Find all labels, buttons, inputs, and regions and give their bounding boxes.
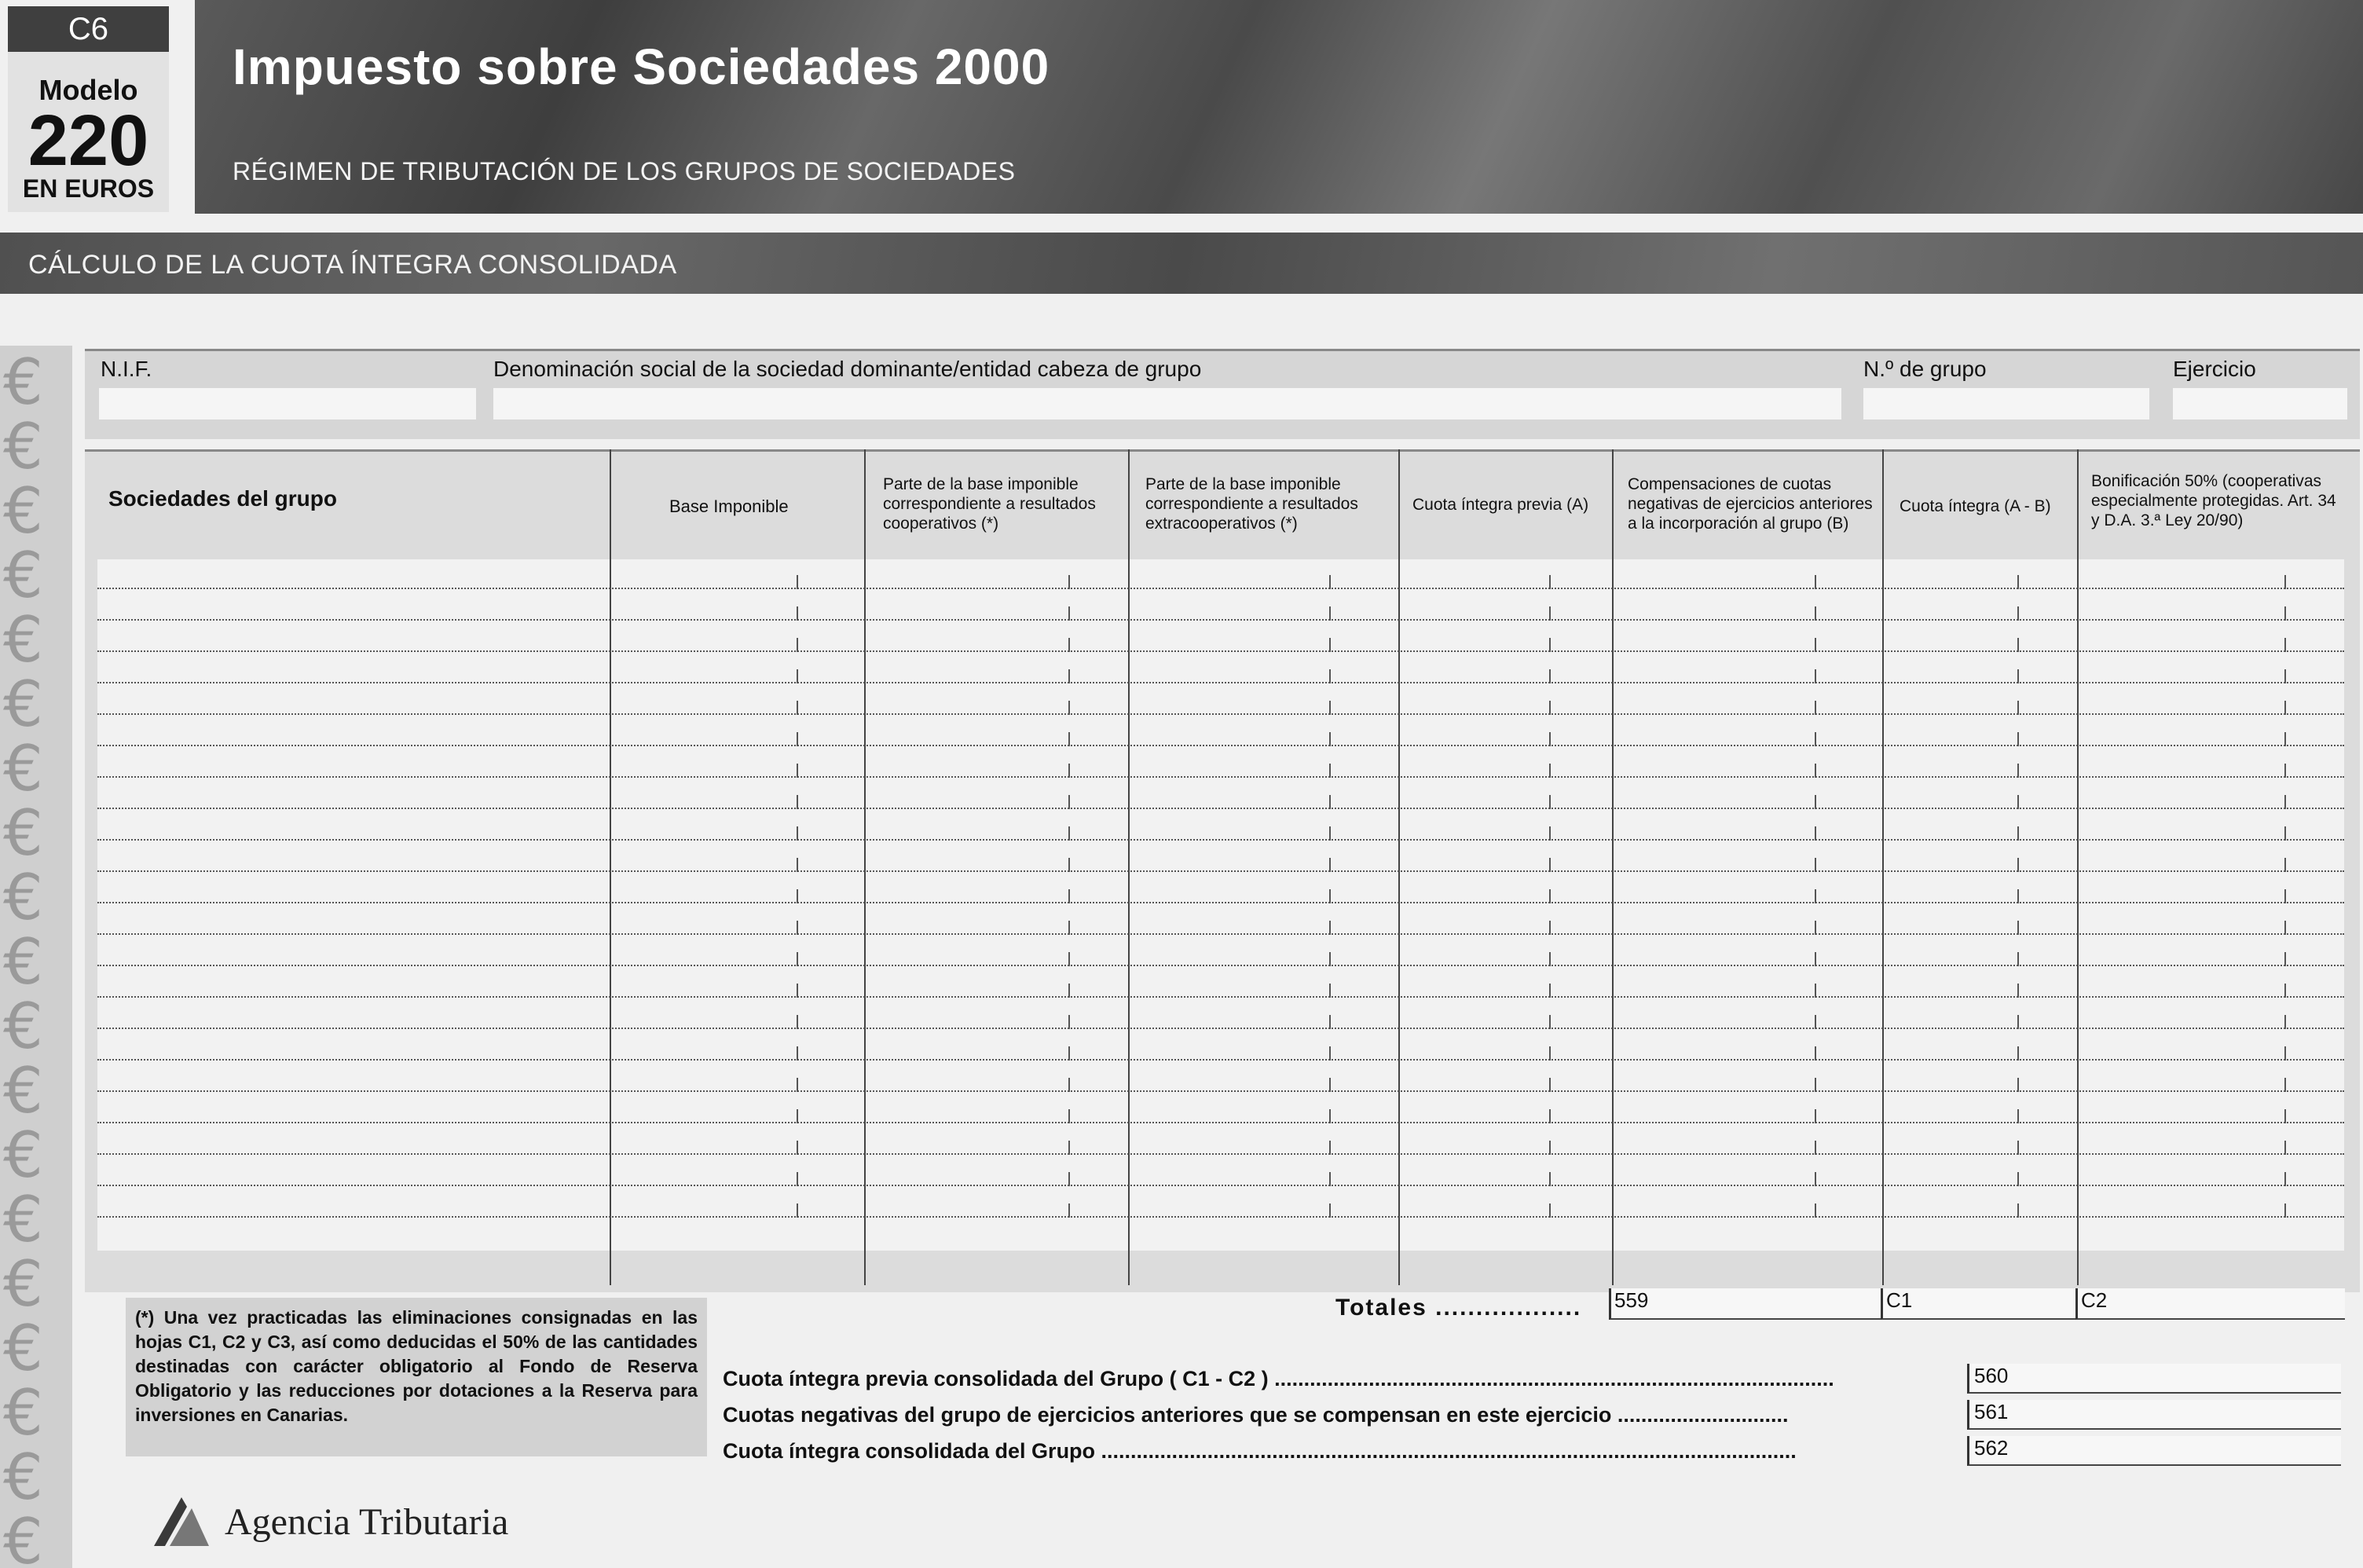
decimal-tick [1068, 952, 1070, 966]
field-562[interactable] [1967, 1436, 2341, 1466]
decimal-tick [2284, 1109, 2286, 1123]
decimal-tick [1329, 1078, 1331, 1092]
decimal-tick [2017, 984, 2019, 998]
euro-icon: € [3, 474, 43, 548]
euro-icon: € [3, 1312, 43, 1385]
euro-icon: € [3, 346, 43, 419]
decimal-tick [1329, 795, 1331, 809]
decimal-tick [797, 1172, 798, 1186]
decimal-tick [1815, 858, 1816, 872]
decimal-tick [1815, 889, 1816, 903]
table-row[interactable] [97, 870, 2344, 872]
euro-icon: € [3, 603, 43, 676]
euro-icon: € [3, 1505, 43, 1568]
table-row[interactable] [97, 933, 2344, 935]
table-row[interactable] [97, 1216, 2344, 1218]
decimal-tick [1329, 1203, 1331, 1218]
code-559: 559 [1614, 1288, 1649, 1312]
decimal-tick [1068, 826, 1070, 841]
year-field[interactable] [2173, 388, 2347, 419]
decimal-tick [2284, 921, 2286, 935]
decimal-tick [2017, 889, 2019, 903]
decimal-tick [1329, 858, 1331, 872]
decimal-tick [1549, 1141, 1551, 1155]
decimal-tick [1815, 1015, 1816, 1029]
euro-icon: € [3, 410, 43, 483]
decimal-tick [2017, 952, 2019, 966]
decimal-tick [797, 921, 798, 935]
decimal-tick [2017, 1141, 2019, 1155]
decimal-tick [1329, 669, 1331, 683]
decimal-tick [1815, 1046, 1816, 1061]
decimal-tick [1549, 984, 1551, 998]
decimal-tick [1815, 575, 1816, 589]
sheet-badge: C6 [8, 6, 169, 52]
decimal-tick [1329, 1046, 1331, 1061]
decimal-tick [1068, 1172, 1070, 1186]
decimal-tick [1068, 1203, 1070, 1218]
col-header-companies: Sociedades del grupo [108, 486, 337, 511]
decimal-tick [1815, 952, 1816, 966]
company-name-label: Denominación social de la sociedad dominante/entidad cabeza de grupo [493, 357, 1202, 381]
decimal-tick [2017, 921, 2019, 935]
decimal-tick [797, 1078, 798, 1092]
decimal-tick [1549, 795, 1551, 809]
field-560[interactable] [1967, 1364, 2341, 1394]
decimal-tick [1815, 669, 1816, 683]
total-c1-field[interactable] [1881, 1288, 2078, 1320]
table-row[interactable] [97, 808, 2344, 809]
decimal-tick [1815, 795, 1816, 809]
modelo-number: 220 [27, 101, 149, 181]
decimal-tick [2284, 952, 2286, 966]
decimal-tick [1815, 606, 1816, 621]
decimal-tick [1815, 1172, 1816, 1186]
decimal-tick [1329, 1141, 1331, 1155]
euro-strip [0, 346, 72, 1568]
decimal-tick [2017, 858, 2019, 872]
decimal-tick [1068, 1109, 1070, 1123]
decimal-tick [2284, 1172, 2286, 1186]
decimal-tick [2284, 638, 2286, 652]
column-divider [2077, 449, 2079, 1285]
decimal-tick [2017, 764, 2019, 778]
code-c1: C1 [1886, 1288, 1913, 1312]
decimal-tick [2017, 1015, 2019, 1029]
decimal-tick [1815, 701, 1816, 715]
decimal-tick [2284, 795, 2286, 809]
decimal-tick [1549, 732, 1551, 746]
decimal-tick [1549, 638, 1551, 652]
column-divider [1612, 449, 1614, 1285]
decimal-tick [1815, 826, 1816, 841]
decimal-tick [1068, 1015, 1070, 1029]
decimal-tick [2017, 826, 2019, 841]
column-divider [864, 449, 866, 1285]
decimal-tick [1549, 1172, 1551, 1186]
decimal-tick [1815, 1109, 1816, 1123]
decimal-tick [797, 669, 798, 683]
total-c2-field[interactable] [2075, 1288, 2345, 1320]
decimal-tick [1068, 669, 1070, 683]
totals-label: Totales .................. [1335, 1295, 1582, 1321]
table-row[interactable] [97, 839, 2344, 841]
decimal-tick [1329, 921, 1331, 935]
decimal-tick [2017, 701, 2019, 715]
euro-icon: € [3, 1376, 43, 1449]
decimal-tick [1815, 1141, 1816, 1155]
decimal-tick [2017, 732, 2019, 746]
table-row[interactable] [97, 1153, 2344, 1155]
table-row[interactable] [97, 619, 2344, 621]
decimal-tick [797, 858, 798, 872]
decimal-tick [1549, 889, 1551, 903]
modelo-label: Modelo [38, 74, 138, 106]
summary-label-561: Cuotas negativas del grupo de ejercicios anteriores que se compensan en este ejercicio ............................. [723, 1403, 1789, 1427]
euro-icon: € [3, 1119, 43, 1192]
euro-icon: € [3, 925, 43, 998]
decimal-tick [2017, 638, 2019, 652]
code-560: 560 [1974, 1364, 2009, 1387]
decimal-tick [2017, 1078, 2019, 1092]
decimal-tick [2284, 575, 2286, 589]
decimal-tick [797, 1203, 798, 1218]
decimal-tick [797, 795, 798, 809]
euro-icon: € [3, 990, 43, 1063]
decimal-tick [2017, 575, 2019, 589]
euro-icon: € [3, 539, 43, 612]
decimal-tick [1068, 764, 1070, 778]
decimal-tick [2284, 1141, 2286, 1155]
decimal-tick [797, 1141, 798, 1155]
nif-field[interactable] [99, 388, 476, 419]
euro-icon: € [3, 732, 43, 805]
table-row[interactable] [97, 1185, 2344, 1186]
col-header-coop: Parte de la base imponible correspondiente a resultados cooperativos (*) [883, 475, 1096, 533]
table-row[interactable] [97, 1090, 2344, 1092]
decimal-tick [2284, 669, 2286, 683]
col-header-bonificacion: Bonificación 50% (cooperativas especialmente protegidas. Art. 34 y D.A. 3.ª Ley 20/90) [2091, 472, 2336, 529]
euro-icon: € [3, 1247, 43, 1321]
decimal-tick [2284, 764, 2286, 778]
col-header-base: Base Imponible [669, 496, 789, 516]
table-row[interactable] [97, 1122, 2344, 1123]
table-row[interactable] [97, 965, 2344, 966]
total-559-field[interactable] [1609, 1288, 1881, 1320]
decimal-tick [2017, 1203, 2019, 1218]
decimal-tick [1815, 732, 1816, 746]
year-label: Ejercicio [2173, 357, 2256, 381]
decimal-tick [1329, 606, 1331, 621]
decimal-tick [2284, 858, 2286, 872]
decimal-tick [1815, 1078, 1816, 1092]
decimal-tick [2017, 1172, 2019, 1186]
decimal-tick [1068, 889, 1070, 903]
column-divider [1398, 449, 1400, 1285]
euro-icon: € [3, 1054, 43, 1127]
currency-label: EN EUROS [22, 174, 155, 203]
table-row[interactable] [97, 713, 2344, 715]
decimal-tick [1329, 701, 1331, 715]
decimal-tick [1068, 638, 1070, 652]
decimal-tick [1329, 764, 1331, 778]
decimal-tick [1549, 858, 1551, 872]
decimal-tick [797, 1109, 798, 1123]
table-row[interactable] [97, 996, 2344, 998]
decimal-tick [1815, 984, 1816, 998]
decimal-tick [1068, 575, 1070, 589]
code-561: 561 [1974, 1400, 2009, 1423]
decimal-tick [2284, 606, 2286, 621]
code-562: 562 [1974, 1436, 2009, 1460]
form-subtitle: RÉGIMEN DE TRIBUTACIÓN DE LOS GRUPOS DE SOCIEDADES [233, 157, 1016, 185]
decimal-tick [1329, 1015, 1331, 1029]
decimal-tick [1329, 732, 1331, 746]
decimal-tick [2017, 669, 2019, 683]
table-row[interactable] [97, 1028, 2344, 1029]
col-header-cuota-previa: Cuota íntegra previa (A) [1412, 496, 1589, 514]
decimal-tick [1329, 984, 1331, 998]
decimal-tick [797, 1015, 798, 1029]
decimal-tick [1549, 575, 1551, 589]
decimal-tick [2017, 1109, 2019, 1123]
decimal-tick [797, 826, 798, 841]
euro-icon: € [3, 668, 43, 741]
summary-label-562: Cuota íntegra consolidada del Grupo ...................................................................................................................... [723, 1439, 1797, 1463]
group-number-field[interactable] [1863, 388, 2149, 419]
decimal-tick [2284, 889, 2286, 903]
table-row[interactable] [97, 1059, 2344, 1061]
table-rows-area [97, 559, 2344, 1251]
decimal-tick [797, 732, 798, 746]
table-row[interactable] [97, 682, 2344, 683]
summary-label-560: Cuota íntegra previa consolidada del Grupo ( C1 - C2 ) ............................................................................................... [723, 1367, 1834, 1390]
decimal-tick [2284, 984, 2286, 998]
decimal-tick [1549, 606, 1551, 621]
decimal-tick [1815, 764, 1816, 778]
decimal-tick [1329, 638, 1331, 652]
decimal-tick [1068, 606, 1070, 621]
decimal-tick [797, 764, 798, 778]
decimal-tick [797, 984, 798, 998]
decimal-tick [2284, 1015, 2286, 1029]
decimal-tick [797, 638, 798, 652]
decimal-tick [797, 575, 798, 589]
decimal-tick [1068, 984, 1070, 998]
decimal-tick [2284, 732, 2286, 746]
euro-icon: € [3, 861, 43, 934]
decimal-tick [1068, 921, 1070, 935]
table-row[interactable] [97, 745, 2344, 746]
decimal-tick [2284, 826, 2286, 841]
decimal-tick [1549, 669, 1551, 683]
table-row[interactable] [97, 776, 2344, 778]
table-row[interactable] [97, 588, 2344, 589]
section-title: CÁLCULO DE LA CUOTA ÍNTEGRA CONSOLIDADA [28, 250, 677, 280]
nif-label: N.I.F. [101, 357, 152, 381]
decimal-tick [1329, 1172, 1331, 1186]
form-title: Impuesto sobre Sociedades 2000 [233, 38, 1050, 95]
table-row[interactable] [97, 650, 2344, 652]
decimal-tick [1068, 1046, 1070, 1061]
decimal-tick [1068, 701, 1070, 715]
decimal-tick [797, 606, 798, 621]
euro-icon: € [3, 1183, 43, 1256]
decimal-tick [797, 952, 798, 966]
decimal-tick [2284, 701, 2286, 715]
decimal-tick [1329, 952, 1331, 966]
decimal-tick [1329, 1109, 1331, 1123]
decimal-tick [797, 889, 798, 903]
decimal-tick [797, 1046, 798, 1061]
decimal-tick [1549, 921, 1551, 935]
decimal-tick [2284, 1046, 2286, 1061]
group-number-label: N.º de grupo [1863, 357, 1987, 381]
decimal-tick [797, 701, 798, 715]
decimal-tick [1549, 826, 1551, 841]
column-divider [1128, 449, 1130, 1285]
decimal-tick [1549, 1015, 1551, 1029]
decimal-tick [1329, 889, 1331, 903]
decimal-tick [2284, 1203, 2286, 1218]
decimal-tick [1815, 1203, 1816, 1218]
decimal-tick [2284, 1078, 2286, 1092]
code-c2: C2 [2081, 1288, 2108, 1312]
decimal-tick [1549, 1203, 1551, 1218]
decimal-tick [1068, 858, 1070, 872]
decimal-tick [2017, 1046, 2019, 1061]
euro-icon: € [3, 797, 43, 870]
column-divider [1882, 449, 1884, 1285]
decimal-tick [1068, 1141, 1070, 1155]
table-row[interactable] [97, 902, 2344, 903]
decimal-tick [1549, 952, 1551, 966]
company-name-field[interactable] [493, 388, 1841, 419]
decimal-tick [1549, 701, 1551, 715]
decimal-tick [1549, 1078, 1551, 1092]
agency-logo-icon [146, 1491, 217, 1554]
agency-name: Agencia Tributaria [225, 1501, 509, 1543]
decimal-tick [1549, 764, 1551, 778]
decimal-tick [1068, 795, 1070, 809]
footnote: (*) Una vez practicadas las eliminaciones consignadas en las hojas C1, C2 y C3, así como deducidas el 50% de las cantidades destinadas con carácter obligatorio al Fondo de Reserva Obligatorio y las reducciones por dotaciones a la Reserva para inversiones en Canarias. [126, 1298, 707, 1456]
decimal-tick [1329, 826, 1331, 841]
decimal-tick [2017, 795, 2019, 809]
col-header-extracoop: Parte de la base imponible correspondiente a resultados extracooperativos (*) [1145, 475, 1358, 533]
column-divider [610, 449, 611, 1285]
field-561[interactable] [1967, 1400, 2341, 1430]
col-header-cuota-integra: Cuota íntegra (A - B) [1900, 497, 2051, 515]
decimal-tick [1549, 1046, 1551, 1061]
col-header-compensaciones: Compensaciones de cuotas negativas de ejercicios anteriores a la incorporación al grupo (B) [1628, 475, 1873, 533]
decimal-tick [1815, 638, 1816, 652]
decimal-tick [1068, 732, 1070, 746]
decimal-tick [1329, 575, 1331, 589]
decimal-tick [1815, 921, 1816, 935]
decimal-tick [1549, 1109, 1551, 1123]
decimal-tick [2017, 606, 2019, 621]
euro-icon: € [3, 1441, 43, 1514]
decimal-tick [1068, 1078, 1070, 1092]
modelo-badge [8, 52, 169, 212]
